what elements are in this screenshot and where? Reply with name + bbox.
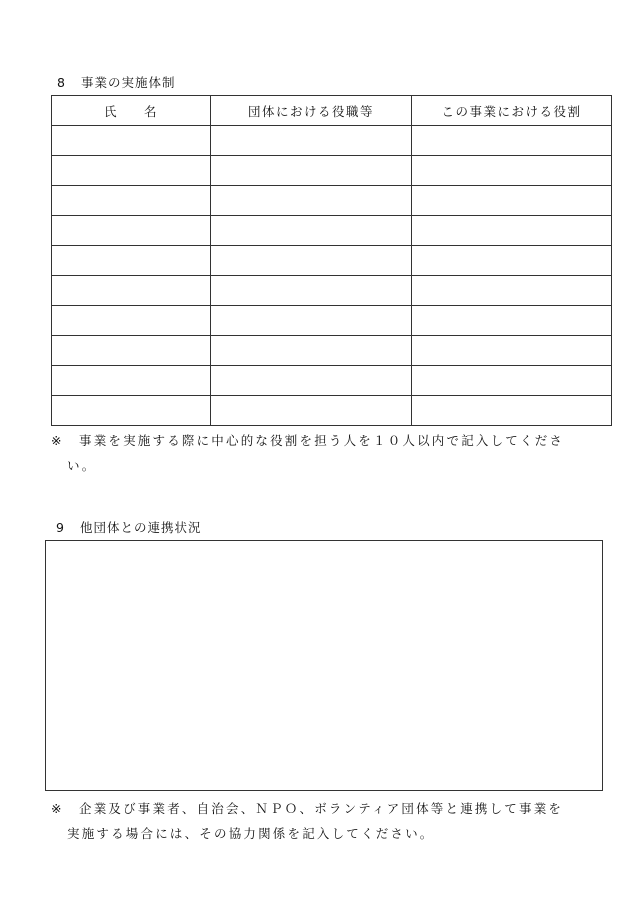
name-cell[interactable] <box>52 156 211 186</box>
position-cell[interactable] <box>211 366 412 396</box>
collaboration-status-box[interactable] <box>45 540 603 791</box>
role-cell[interactable] <box>412 156 612 186</box>
section-8-note-line1: 事業を実施する際に中心的な役割を担う人を１０人以内で記入してくださ <box>79 433 565 448</box>
table-row <box>52 186 612 216</box>
position-cell[interactable] <box>211 186 412 216</box>
role-cell[interactable] <box>412 186 612 216</box>
role-cell[interactable] <box>412 336 612 366</box>
header-position: 団体における役職等 <box>211 96 412 126</box>
section-9-number: 9 <box>56 520 65 535</box>
table-header-row <box>52 96 612 126</box>
table-row <box>52 276 612 306</box>
position-cell[interactable] <box>211 246 412 276</box>
table-row <box>52 156 612 186</box>
name-cell[interactable] <box>52 336 211 366</box>
role-cell[interactable] <box>412 216 612 246</box>
position-cell[interactable] <box>211 336 412 366</box>
position-cell[interactable] <box>211 156 412 186</box>
name-cell[interactable] <box>52 186 211 216</box>
name-cell[interactable] <box>52 216 211 246</box>
table-row <box>52 336 612 366</box>
position-cell[interactable] <box>211 306 412 336</box>
name-cell[interactable] <box>52 396 211 426</box>
implementation-structure-table <box>51 95 612 426</box>
role-cell[interactable] <box>412 246 612 276</box>
table-row <box>52 246 612 276</box>
section-8-note <box>51 428 564 478</box>
role-cell[interactable] <box>412 126 612 156</box>
name-cell[interactable] <box>52 246 211 276</box>
position-cell[interactable] <box>211 126 412 156</box>
role-cell[interactable] <box>412 276 612 306</box>
section-8-note-line2: い。 <box>67 458 97 473</box>
table-row <box>52 366 612 396</box>
table-row <box>52 216 612 246</box>
section-8-heading <box>57 73 176 91</box>
header-name: 氏 名 <box>52 96 211 126</box>
table-row <box>52 126 612 156</box>
name-cell[interactable] <box>52 126 211 156</box>
name-cell[interactable] <box>52 366 211 396</box>
name-cell[interactable] <box>52 306 211 336</box>
section-8-number: 8 <box>57 75 66 90</box>
position-cell[interactable] <box>211 396 412 426</box>
section-9-heading <box>56 518 202 536</box>
section-9-title: 他団体との連携状況 <box>80 520 202 535</box>
table-row <box>52 306 612 336</box>
position-cell[interactable] <box>211 276 412 306</box>
section-9-note <box>51 796 563 846</box>
position-cell[interactable] <box>211 216 412 246</box>
header-role: この事業における役割 <box>412 96 612 126</box>
section-8-title: 事業の実施体制 <box>81 75 176 90</box>
role-cell[interactable] <box>412 306 612 336</box>
name-cell[interactable] <box>52 276 211 306</box>
section-9-note-line2: 実施する場合には、その協力関係を記入してください。 <box>67 826 435 841</box>
role-cell[interactable] <box>412 366 612 396</box>
table-row <box>52 396 612 426</box>
reference-mark: ※ <box>51 801 64 816</box>
role-cell[interactable] <box>412 396 612 426</box>
reference-mark: ※ <box>51 433 64 448</box>
section-9-note-line1: 企業及び事業者、自治会、ＮＰＯ、ボランティア団体等と連携して事業を <box>79 801 564 816</box>
